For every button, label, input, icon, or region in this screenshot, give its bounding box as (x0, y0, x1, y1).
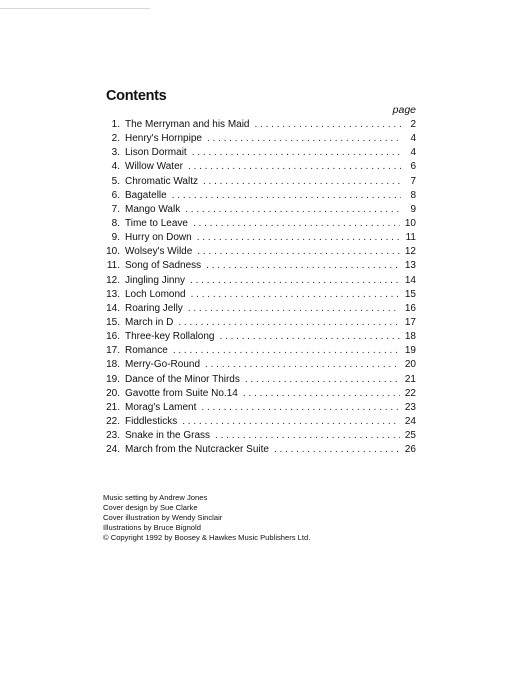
toc-entry-page: 2 (410, 119, 416, 130)
toc-entry-title: Henry's Hornpipe (125, 133, 202, 145)
toc-entry-title: Gavotte from Suite No.14 (125, 387, 238, 399)
toc-entry-title: Fiddlesticks (125, 415, 178, 427)
toc-entry-title: Lison Dormait (125, 147, 187, 159)
scan-edge-line (0, 8, 150, 9)
dot-leader (206, 259, 400, 273)
dot-leader (192, 146, 401, 160)
toc-entry (100, 316, 416, 330)
dot-leader (178, 316, 400, 330)
toc-entry-page: 25 (404, 430, 416, 442)
toc-entry-title: Chromatic Waltz (125, 175, 198, 187)
dot-leader (185, 203, 401, 217)
dot-leader (188, 160, 401, 174)
toc-entry-title: Time to Leave (125, 217, 188, 229)
toc-entry-title: Willow Water (125, 161, 183, 173)
toc-entry-title: Three-key Rollalong (125, 331, 215, 343)
toc-entry (100, 217, 416, 231)
toc-entry-page: 23 (404, 401, 416, 413)
toc-entry-number: 9. (111, 232, 120, 244)
toc-entry (100, 118, 416, 132)
toc-entry (100, 203, 416, 217)
credit-line: © Copyright 1992 by Boosey & Hawkes Music Publishers Ltd. (103, 533, 311, 542)
toc-entry-number: 21. (106, 401, 120, 413)
toc-entry-page: 19 (404, 345, 416, 357)
toc-entry-page: 22 (404, 387, 416, 399)
dot-leader (207, 132, 401, 146)
dot-leader (243, 387, 400, 401)
toc-entry-number: 22. (106, 415, 120, 427)
toc-entry-title: Merry-Go-Round (125, 359, 201, 371)
toc-entry-title: Jingling Jinny (125, 274, 186, 286)
toc-entry-page: 18 (404, 331, 416, 343)
toc-entry-page: 26 (404, 444, 416, 456)
toc-entry (100, 401, 416, 415)
toc-entry (100, 245, 416, 259)
toc-entry-title: Romance (125, 345, 168, 357)
toc-entry-title: Morag's Lament (125, 401, 197, 413)
toc-entry-number: 8. (111, 217, 120, 229)
toc-entry-number: 14. (106, 302, 120, 314)
toc-entry-number: 3. (111, 147, 120, 159)
dot-leader (197, 245, 400, 259)
toc-entry-number: 1. (111, 119, 120, 130)
toc-entry (100, 443, 416, 457)
toc-entry-number: 17. (106, 345, 120, 357)
toc-entry-page: 10 (404, 217, 416, 229)
toc-entry-number: 10. (106, 246, 120, 258)
dot-leader (205, 358, 400, 372)
toc-entry-page: 6 (410, 161, 416, 173)
toc-entry (100, 358, 416, 372)
toc-entry (100, 302, 416, 316)
credit-line: Cover illustration by Wendy Sinclair (103, 513, 223, 522)
toc-entry (100, 387, 416, 401)
toc-entry (100, 132, 416, 146)
toc-entry-page: 24 (404, 415, 416, 427)
dot-leader (193, 217, 400, 231)
dot-leader (172, 189, 401, 203)
dot-leader (201, 401, 399, 415)
toc-entry (100, 274, 416, 288)
credit-line: Music setting by Andrew Jones (103, 493, 208, 502)
credit-line: Cover design by Sue Clarke (103, 503, 198, 512)
toc-entry-page: 13 (404, 260, 416, 272)
toc-entry (100, 231, 416, 245)
toc-entry-page: 11 (405, 232, 416, 244)
toc-entry-title: Song of Sadness (125, 260, 202, 272)
toc-entry-number: 24. (106, 444, 120, 456)
toc-entry-number: 5. (111, 175, 120, 187)
toc-entry-page: 9 (410, 203, 416, 215)
toc-entry-number: 13. (106, 288, 120, 300)
toc-entry-title: Mango Walk (125, 203, 181, 215)
dot-leader (203, 175, 401, 189)
toc-entry-title: March in D (125, 316, 174, 328)
toc-entry-title: Bagatelle (125, 189, 167, 201)
dot-leader (245, 373, 400, 387)
toc-entry-number: 6. (111, 189, 120, 201)
toc-entry-number: 7. (111, 203, 120, 215)
toc-entry-number: 18. (106, 359, 120, 371)
toc-entry-title: Snake in the Grass (125, 430, 211, 442)
toc-entry-page: 21 (404, 373, 416, 385)
toc-entry-page: 14 (404, 274, 416, 286)
toc-entry (100, 330, 416, 344)
toc-entry (100, 288, 416, 302)
toc-entry-page: 17 (404, 316, 416, 328)
toc-entry-page: 12 (404, 246, 416, 258)
credits-block (103, 493, 310, 543)
toc-entry-title: Hurry on Down (125, 232, 192, 244)
dot-leader (255, 118, 402, 132)
toc-entry-page: 15 (404, 288, 416, 300)
toc-entry-title: Loch Lomond (125, 288, 186, 300)
dot-leader (190, 274, 400, 288)
toc-entry-number: 16. (106, 331, 120, 343)
toc-entry-number: 11. (106, 260, 120, 272)
toc-entry-title: Wolsey's Wilde (125, 246, 193, 258)
toc-entry-number: 23. (106, 430, 120, 442)
toc-entry (100, 344, 416, 358)
page-column-label: page (392, 104, 416, 116)
dot-leader (274, 443, 400, 457)
toc-entry-title: March from the Nutcracker Suite (125, 444, 269, 456)
dot-leader (215, 429, 400, 443)
toc-entry-page: 8 (410, 189, 416, 201)
toc-entry (100, 160, 416, 174)
contents-heading: Contents (106, 88, 167, 104)
toc-entry (100, 259, 416, 273)
toc-entry-title: Dance of the Minor Thirds (125, 373, 240, 385)
toc-entry-page: 16 (404, 302, 416, 314)
toc-entry-number: 12. (106, 274, 120, 286)
toc-entry (100, 415, 416, 429)
toc-entry-page: 20 (404, 359, 416, 371)
toc-entry-number: 15. (106, 316, 120, 328)
dot-leader (191, 288, 400, 302)
toc-entry (100, 429, 416, 443)
credit-line: Illustrations by Bruce Bignold (103, 523, 201, 532)
dot-leader (220, 330, 400, 344)
dot-leader (197, 231, 401, 245)
toc-entry (100, 175, 416, 189)
toc-entry (100, 146, 416, 160)
table-of-contents (100, 118, 416, 457)
toc-entry-number: 2. (111, 133, 120, 145)
toc-entry (100, 373, 416, 387)
dot-leader (173, 344, 400, 358)
toc-entry-page: 4 (410, 147, 416, 159)
toc-entry-number: 19. (106, 373, 120, 385)
toc-entry-page: 4 (410, 133, 416, 145)
toc-entry-title: Roaring Jelly (125, 302, 183, 314)
dot-leader (188, 302, 400, 316)
toc-entry-page: 7 (410, 175, 416, 187)
dot-leader (182, 415, 400, 429)
toc-entry-title: The Merryman and his Maid (125, 119, 250, 130)
toc-entry-number: 4. (111, 161, 120, 173)
toc-entry-number: 20. (106, 387, 120, 399)
toc-entry (100, 189, 416, 203)
